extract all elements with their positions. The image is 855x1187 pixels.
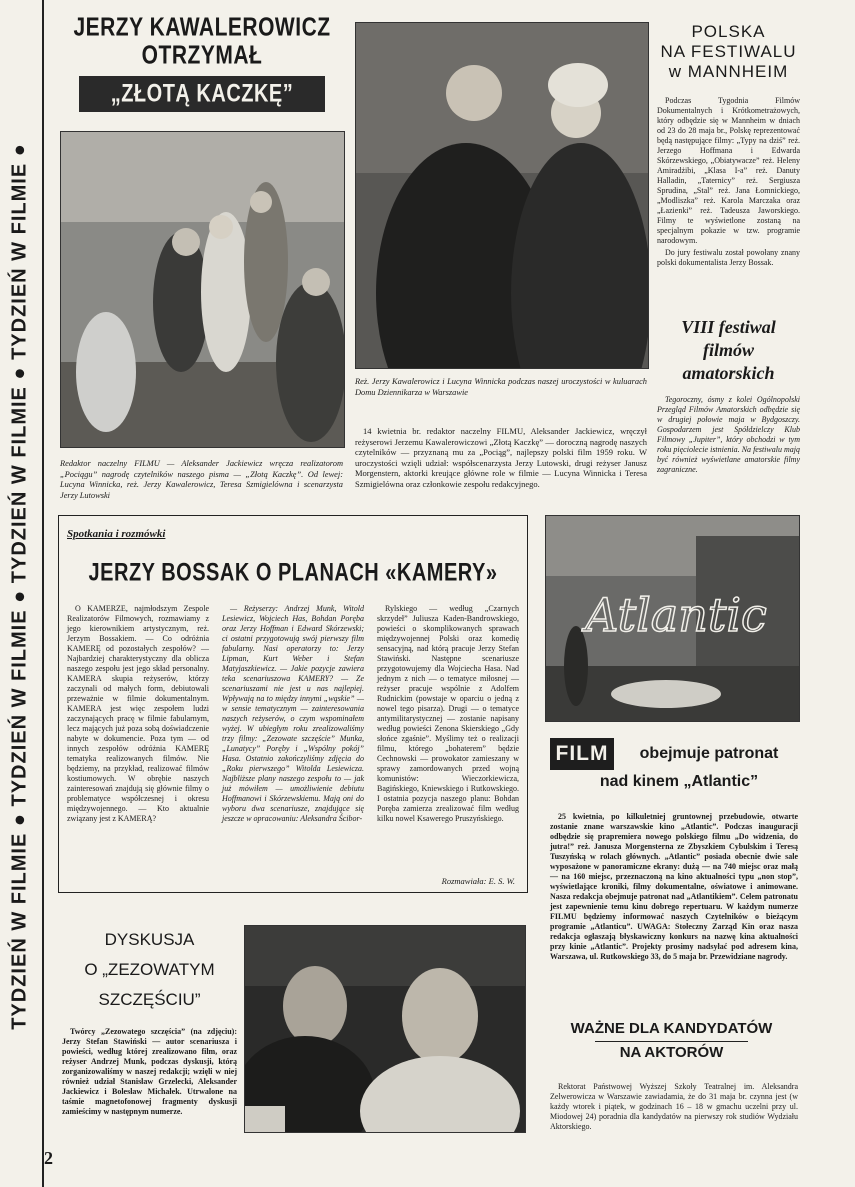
discussion-title-line3: SZCZĘŚCIU” bbox=[98, 990, 201, 1009]
article1-title-line1: JERZY KAWALEROWICZ bbox=[73, 13, 331, 42]
film-logo bbox=[550, 738, 614, 770]
award-ceremony-caption: Redaktor naczelny FILMU — Aleksander Jackiewicz wręcza realizatorom „Pociągu” nagrodę czytelników naszego pisma — „Złotą Kaczkę”. Od lewej: Lucyna Winnicka, reż. Jerzy Kawalerowicz, Teresa Szmigielówna i scenarzysta Jerzy Lutowski bbox=[60, 459, 343, 500]
discussion-title-line2: O „ZEZOWATYM bbox=[84, 960, 215, 979]
amateur-body-text: Tegoroczny, ósmy z kolei Ogólnopolski Przegląd Filmów Amatorskich odbędzie się w drugiej połowie maja w Bydgoszczy. Gospodarzem jest Spółdzielczy Klub Filmowy „Jupiter”, który obchodzi w tym roku pięciolecie istnienia. Na festiwalu mają być również wyświetlane amatorskie filmy zagraniczne. bbox=[657, 395, 800, 474]
kawalerowicz-winnicka-caption: Reż. Jerzy Kawalerowicz i Lucyna Winnicka podczas naszej uroczystości w kuluarach Domu Dziennikarza w Warszawie bbox=[355, 377, 647, 397]
candidates-body bbox=[550, 1082, 798, 1134]
atlantic-title-line2: nad kinem „Atlantic” bbox=[599, 773, 759, 790]
amateur-body bbox=[657, 395, 800, 475]
film-logo-text: FILM bbox=[555, 742, 609, 765]
article1-title-banner-text: „ZŁOTĄ KACZKĘ” bbox=[110, 79, 294, 108]
spine-bar bbox=[0, 0, 44, 1187]
mannheim-body bbox=[657, 96, 800, 268]
stawinski-munk-photo bbox=[244, 925, 526, 1133]
mannheim-body-text-1: Podczas Tygodnia Filmów Dokumentalnych i Krótkometrażowych, który odbędzie się w Mannheim w dniach od 23 do 28 maja br., Polskę reprezentować będą następujące filmy: „Typy na dziś” reż. Jerzego Hoffmana i Edwarda Skórzewskiego, „Obiatywacze” reż. Heleny Amiradżibi, „Klasa I-a” reż. Danuty Halladin, „Taternicy” reż. Sergiusza Sprudina, „Stal” reż. Jana Łomnickiego, „Modliszka” reż. Karola Marczaka oraz „Łazienki” reż. Tadeusza Jaworskiego. Filmy te wyświetlone zostaną na specjalnym pokazie w tzw. programie narodowym. bbox=[657, 96, 800, 245]
discussion-body bbox=[62, 1027, 237, 1119]
kawalerowicz-winnicka-photo bbox=[355, 22, 649, 369]
interview-col2-text: — Reżyserzy: Andrzej Munk, Witold Lesiewicz, Wojciech Has, Bohdan Poręba oraz Jerzy Hoffman i Edward Skórzewski; ci ostatni przygotowują swój pierwszy film fabularny. Nasi operatorzy to: Jerzy Lipman, Kurt Weber i Stefan Matyjaszkiewicz. — Jakie pozycje zawiera teka scenariuszowa KAMERY? — Ze scenariuszami nie jest u nas najlepiej. Wpływają na to między innymi „wąskie” — w sensie tematycznym — zainteresowania naszych reżyserów, o czym wspominałem wyżej. W ubiegłym roku zrealizowaliśmy trzy filmy: „Zezowate szczęście” Munka, „Lunatycy” Poręby i „Wspólny pokój” Hasa. Ostatnio zakończyliśmy zdjęcia do „Roku pierwszego” Witolda Lesiewicza. Najbliższe plany naszego zespołu to — jak już mówiłem — umożliwienie debiutu Hoffmanowi i Skórzewskiemu. Mają oni do wyboru dwa scenariusze, znajdujące się jeszcze w opracowaniu: Aleksandra Ścibor- bbox=[222, 604, 364, 823]
article1-title-line2: OTRZYMAŁ bbox=[141, 41, 263, 70]
interview-signature: Rozmawiała: E. S. W. bbox=[441, 876, 515, 886]
discussion-body-text: Twórcy „Zezowatego szczęścia” (na zdjęciu): Jerzy Stefan Stawiński — autor scenariusza i powieści, według której zrealizowano film, oraz reżyser Andrzej Munk, podczas dyskusji, którą zorganizowaliśmy w naszej redakcji; wzięli w niej również udział Stanisław Grzelecki, Aleksander Jackiewicz i Bolesław Michałek. Utrwalone na taśmie magnetofonowej fragmenty dyskusji zamieścimy w następnym numerze. bbox=[62, 1027, 237, 1116]
amateur-title-line2: filmów bbox=[702, 340, 754, 360]
article1-body-text: 14 kwietnia br. redaktor naczelny FILMU, Aleksander Jackiewicz, wręczył reżyserowi Jerzemu Kawalerowiczowi „Złotą Kaczkę” — doroczną nagrodę naszych czytelników — przyznaną mu za „Pociąg”, najlepszy polski film 1959 roku. W uroczystości wzięli udział: współscenarzysta Jerzy Lutowski, drugi reżyser Janusz Morgenstern, aktorki kreujące główne role w filmie — Lucyna Winnicka i Teresa Szmigielówna oraz członkowie zespołu redakcyjnego. bbox=[355, 426, 647, 489]
article1-title-banner bbox=[79, 76, 325, 112]
interview-kicker: Spotkania i rozmówki bbox=[67, 528, 166, 540]
interview-col3 bbox=[377, 604, 519, 826]
award-ceremony-photo bbox=[60, 131, 345, 448]
mannheim-title-line1: POLSKA bbox=[691, 22, 766, 41]
atlantic-body bbox=[550, 812, 798, 964]
page-number: 2 bbox=[44, 1148, 53, 1168]
interview-col1-text: O KAMERZE, najmłodszym Zespole Realizatorów Filmowych, rozmawiamy z jego kierownikiem artystycznym, reż. Jerzym Bossakiem. — Co odróżnia KAMERĘ od pozostałych zespołów? — Najbardziej charakterystyczny dla oblicza naszego zespołu jest jego skład personalny. KAMERA skupia reżyserów, którzy zaczynali od małych form, debiutowali przeważnie w filmie dokumentalnym. KAMERA jest więc zespołem ludzi zaczynających pracę w filmie fabularnym, lecz mających już poza sobą doświadczenie nabyte w dokumencie. Poza tym — od innych zespołów odróżnia KAMERĘ tematyka realizowanych filmów. Nie będziemy, na przykład, realizować filmów kostiumowych. W obrębie naszych zainteresowań znajdują się głównie filmy o problematyce współczesnej i okresu międzywojennego. — Kto aktualnie związany jest z KAMERĄ? bbox=[67, 604, 209, 823]
article1-body bbox=[355, 426, 647, 492]
atlantic-body-text: 25 kwietnia, po kilkuletniej gruntownej przebudowie, otwarte zostanie znane warszawskie kino „Atlantic”. Podczas inauguracji odbędzie się prapremiera nowego polskiego filmu „Do widzenia, do jutra!” reż. Janusza Morgensterna ze Zbyszkiem Cybulskim i Teresą Tuszyńską w rolach głównych. „Atlantic” posiada obecnie dwie sale wyposażone w panoramiczne ekrany: dużą — na 740 miejsc oraz małą — na 160 miejsc, przeznaczoną na kino aktualności typu „non stop”, wyświetlające kroniki, filmy dokumentalne, oświatowe i animowane. Nasza redakcja obejmuje patronat nad „Atlantikiem”. Celem patronatu jest zapewnienie temu kinu dobrego repertuaru. W każdym numerze FILMU będziemy informować naszych Czytelników o bieżącym programie „Atlanticu”. UWAGA: Stołeczny Zarząd Kin oraz nasza redakcja ogłaszają błyskawiczny konkurs na nazwę kina aktualności przy kinie „Atlantic”. Projekty prosimy nadsyłać pod adresem kina, Warszawa, ul. Rutkowskiego 33, do 5 maja br. Przewidziane nagrody. bbox=[550, 812, 798, 961]
mannheim-body-text-2: Do jury festiwalu został powołany znany polski dokumentalista Jerzy Bossak. bbox=[657, 248, 800, 267]
amateur-festival-article bbox=[657, 316, 800, 477]
amateur-title-line1: VIII festiwal bbox=[681, 317, 776, 337]
candidates-title-line2: NA AKTORÓW bbox=[595, 1041, 748, 1063]
article1-headline bbox=[62, 14, 342, 112]
spine-text: TYDZIEŃ W FILMIE ● TYDZIEŃ W FILMIE ● TYDZIEŃ W FILMIE ● TYDZIEŃ W FILMIE ● bbox=[8, 143, 31, 1030]
amateur-title-line3: amatorskich bbox=[682, 363, 775, 383]
interview-title: JERZY BOSSAK O PLANACH «KAMERY» bbox=[88, 559, 498, 587]
atlantic-title-line1: obejmuje patronat bbox=[639, 745, 779, 762]
candidates-title-line1: WAŻNE DLA KANDYDATÓW bbox=[570, 1020, 773, 1037]
discussion-title-line1: DYSKUSJA bbox=[104, 930, 195, 949]
interview-col2 bbox=[222, 604, 364, 826]
mannheim-title-line3: w MANNHEIM bbox=[668, 62, 789, 81]
interview-col3-text: Rylskiego — według „Czarnych skrzydeł” Juliusza Kaden-Bandrowskiego, powieści o skomplikowanych sprawach międzywojennej Polski oraz komedię sensacyjną, nad którą pracuje Jerzy Stefan Stawiński. Następne scenariusze przygotowujemy dla Wojciecha Hasa. Nad jednym z nich — o tematyce miłosnej — reżyser pracuje wspólnie z Adolfem Rudnickim (powstaje w oparciu o jedną z nowel tego pisarza). Drugi — o tematyce antymilitarystycznej — zostanie napisany według powieści Zenona Skierskiego „Gdy słońce zgaśnie”. Myślimy też o realizacji filmu, którego „bohaterem” będzie Cechnowski — prowokator zamieszany w sprawy zamordowanych przed wojną komunistów: Wieczorkiewicza, Bagińskiego, Kniewskiego i Rutkowskiego. I ostatnia pozycja naszego planu: Bohdan Poręba zamierza zrealizować film według kilku nowel Ksawerego Pruszyńskiego. bbox=[377, 604, 519, 823]
atlantic-neon-sign: Atlantic bbox=[585, 588, 767, 642]
discussion-headline bbox=[62, 925, 237, 1015]
candidates-headline bbox=[545, 1018, 798, 1063]
atlantic-cinema-photo bbox=[545, 515, 800, 722]
mannheim-article bbox=[657, 22, 800, 270]
interview-col1 bbox=[67, 604, 209, 826]
mannheim-title-line2: NA FESTIWALU bbox=[660, 42, 797, 61]
candidates-body-text: Rektorat Państwowej Wyższej Szkoły Teatralnej im. Aleksandra Zelwerowicza w Warszawie zawiadamia, że do 31 maja br. czynna jest (w każdy wtorek i piątek, w godzinach 16 – 18 w gmachu uczelni przy ul. Miodowej 24) poradnia dla kandydatów na pierwszy rok studiów Wydziału Aktorskiego. bbox=[550, 1082, 798, 1131]
interview-box bbox=[58, 515, 528, 893]
